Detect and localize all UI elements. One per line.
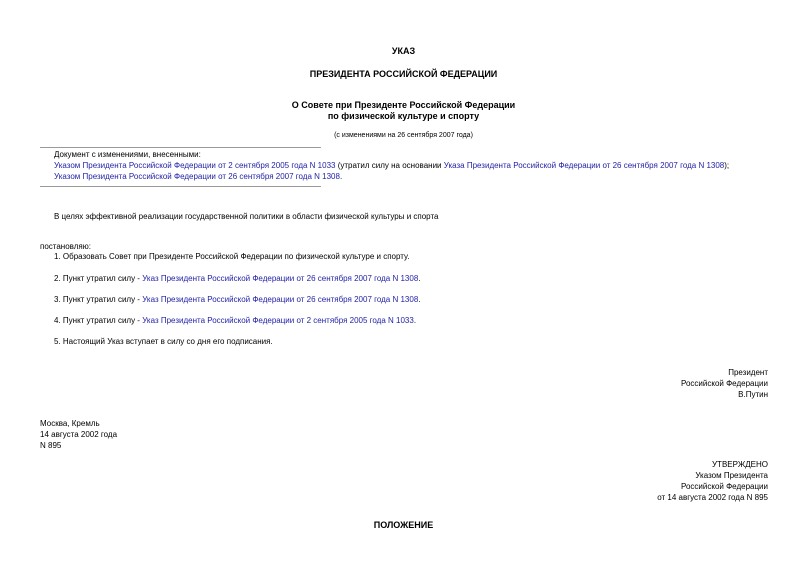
divider-bottom [40,186,321,187]
signature-title: Президент [728,368,768,377]
approved-by: Указом Президента [695,471,768,480]
item-4-link[interactable]: Указ Президента Российской Федерации от 2 сентября 2005 года N 1033 [142,316,414,325]
approved-country: Российской Федерации [681,482,768,491]
decree-word: постановляю: [40,242,91,251]
item-3 [54,294,421,305]
approved-label: УТВЕРЖДЕНО [711,460,768,469]
divider-top [40,147,321,148]
item-3-end: . [418,295,421,304]
item-2-text: 2. Пункт утратил силу - [54,274,143,283]
amendment-link-1308-b[interactable]: Указом Президента Российской Федерации от 26 сентября 2007 года N 1308 [54,172,340,181]
section-title: ПОЛОЖЕНИЕ [373,520,434,530]
item-3-text: 3. Пункт утратил силу - [54,295,143,304]
subject-line-1: О Совете при Президенте Российской Федерации [291,100,516,110]
item-4 [54,315,416,326]
changes-end-text: ); [724,161,730,170]
item-2-link[interactable]: Указ Президента Российской Федерации от 26 сентября 2007 года N 1308 [142,274,419,283]
document-type: УКАЗ [391,46,416,56]
amended-note: (с изменениями на 26 сентября 2007 года) [334,132,473,139]
changes-line-2 [54,171,342,182]
changes-line-1 [54,160,729,171]
item-3-link[interactable]: Указ Президента Российской Федерации от 26 сентября 2007 года N 1308 [142,295,419,304]
changes-label: Документ с изменениями, внесенными: [54,150,201,159]
amendment-link-1033[interactable]: Указом Президента Российской Федерации от 2 сентября 2005 года N 1033 [54,161,336,170]
issuer-title: ПРЕЗИДЕНТА РОССИЙСКОЙ ФЕДЕРАЦИИ [309,69,498,79]
place: Москва, Кремль [40,419,100,428]
item-4-end: . [413,316,417,325]
item-4-text: 4. Пункт утратил силу - [54,316,143,325]
preamble: В целях эффективной реализации государственной политики в области физической культуры и спорта [54,212,439,221]
subject-line-2: по физической культуре и спорту [327,111,480,121]
signature-name: В.Путин [738,390,768,399]
item-1: 1. Образовать Совет при Президенте Российской Федерации по физической культуре и спорту. [54,252,410,261]
signature-country: Российской Федерации [681,379,768,388]
item-2 [54,273,421,284]
amendment-link-1308-a[interactable]: Указа Президента Российской Федерации от 26 сентября 2007 года N 1308 [443,161,725,170]
date: 14 августа 2002 года [40,430,118,439]
changes-end-text-2: . [339,172,343,181]
approved-date: от 14 августа 2002 года N 895 [657,493,768,502]
changes-mid-text: (утратил силу на основании [335,161,444,170]
item-2-end: . [418,274,421,283]
decree-number: N 895 [40,441,62,450]
item-5: 5. Настоящий Указ вступает в силу со дня его подписания. [54,337,273,346]
